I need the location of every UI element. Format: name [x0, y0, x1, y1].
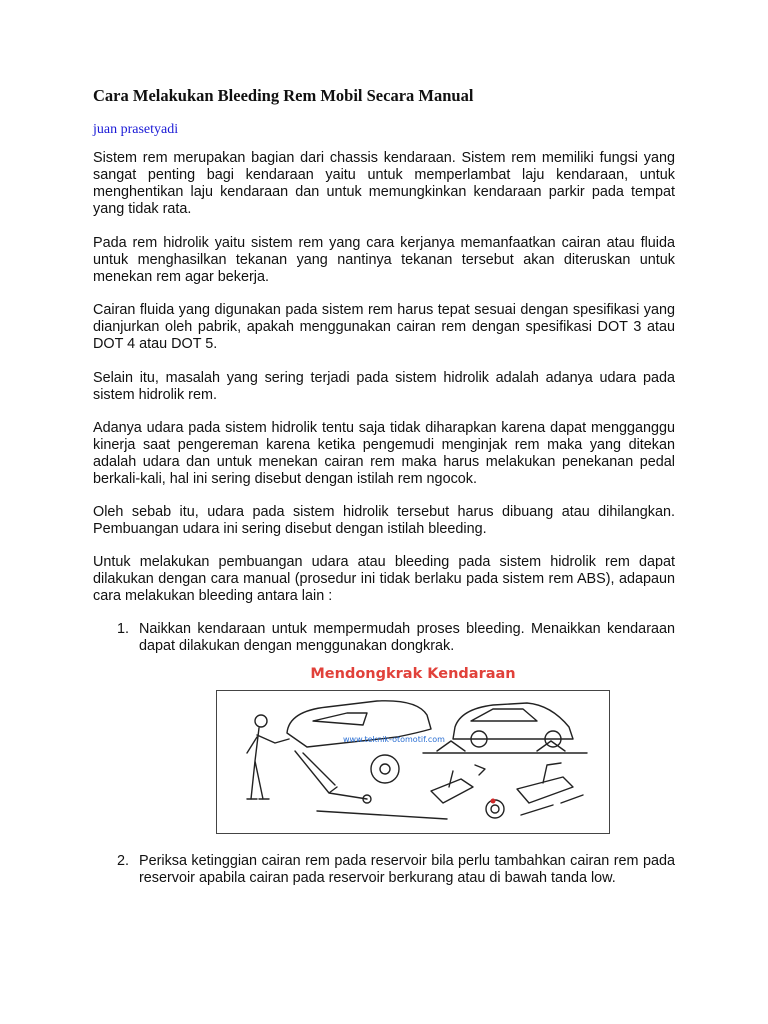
- step-number: 1.: [117, 621, 130, 637]
- document-title: Cara Melakukan Bleeding Rem Mobil Secara Manual: [93, 86, 474, 105]
- step-text: Periksa ketinggian cairan rem pada reservoir bila perlu tambahkan cairan rem pada reservoir apabila cairan pada reservoir berkurang atau di bawah tanda low.: [139, 853, 675, 886]
- figure-jacking-vehicle: [216, 666, 610, 834]
- paragraph-7: Untuk melakukan pembuangan udara atau bleeding pada sistem hidrolik rem dapat dilakukan dengan cara manual (prosedur ini tidak berlaku pada sistem rem ABS), adapaun cara melakukan bleeding antara lain :: [93, 554, 675, 604]
- step-number: 2.: [117, 853, 130, 869]
- paragraph-6: Oleh sebab itu, udara pada sistem hidrolik tersebut harus dibuang atau dihilangkan. Pembuangan udara ini sering disebut dengan istilah bleeding.: [93, 504, 675, 537]
- jacking-illustration: [217, 691, 609, 833]
- paragraph-5: Adanya udara pada sistem hidrolik tentu saja tidak diharapkan karena dapat mengganggu kinerja saat pengereman karena ketika pengemudi menginjak rem maka yang ditekan adalah udara dan untuk menekan cairan rem maka harus melakukan penekanan pedal berkali-kali, hal ini sering disebut dengan istilah rem ngocok.: [93, 420, 675, 487]
- paragraph-4: Selain itu, masalah yang sering terjadi pada sistem hidrolik adalah adanya udara pada sistem hidrolik rem.: [93, 370, 675, 403]
- figure-watermark: www.teknik-otomotif.com: [343, 735, 445, 744]
- figure-caption: Mendongkrak Kendaraan: [310, 666, 516, 682]
- paragraph-2: Pada rem hidrolik yaitu sistem rem yang cara kerjanya memanfaatkan cairan atau fluida untuk menghasilkan tekanan yang nantinya tekanan tersebut akan diteruskan untuk menekan rem agar bekerja.: [93, 235, 675, 285]
- step-text: Naikkan kendaraan untuk mempermudah proses bleeding. Menaikkan kendaraan dapat dilakukan dengan menggunakan dongkrak.: [139, 621, 675, 654]
- paragraph-1: Sistem rem merupakan bagian dari chassis kendaraan. Sistem rem memiliki fungsi yang sangat penting bagi kendaraan yaitu untuk memperlambat laju kendaraan, untuk menghentikan laju kendaraan dan untuk memungkinkan kendaraan parkir pada tempat yang tidak rata.: [93, 150, 675, 217]
- author-link[interactable]: juan prasetyadi: [93, 122, 179, 137]
- paragraph-3: Cairan fluida yang digunakan pada sistem rem harus tepat sesuai dengan spesifikasi yang dianjurkan oleh pabrik, apakah menggunakan cairan rem dengan spesifikasi DOT 3 atau DOT 4 atau DOT 5.: [93, 302, 675, 352]
- figure-illustration: [216, 690, 610, 834]
- list-item-step-1: [117, 621, 675, 655]
- list-item-step-2: [117, 853, 675, 887]
